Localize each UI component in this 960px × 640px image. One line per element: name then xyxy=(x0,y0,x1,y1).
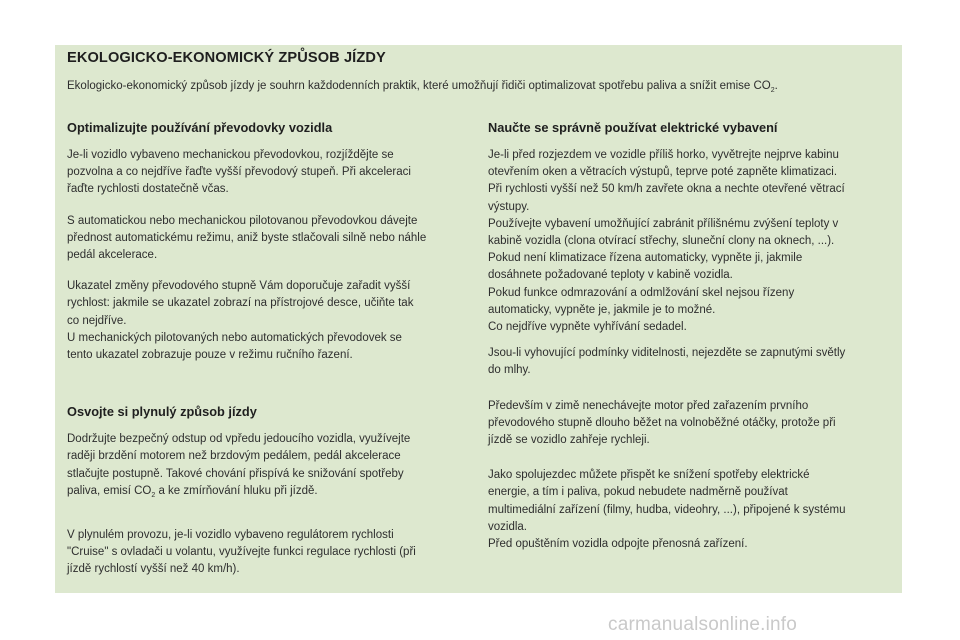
text-line: dosáhnete požadované teploty v kabině vozidla. xyxy=(488,269,733,282)
text-line: Je-li před rozjezdem ve vozidle příliš horko, vyvětrejte nejprve kabinu xyxy=(488,149,839,161)
intro-main: Ekologicko-ekonomický způsob jízdy je souhrn každodenních praktik, které umožňují řidiči optimalizovat spotřebu paliva a snížit emise CO xyxy=(67,80,771,92)
text-line: multimediální zařízení (filmy, hudba, videohry, ...), připojené k systému xyxy=(488,503,846,516)
text-line: Jsou-li vyhovující podmínky viditelnosti, nejezděte se zapnutými světly xyxy=(488,347,846,360)
left-column xyxy=(67,120,477,579)
text-line: "Cruise" s ovladači u volantu, využívejte funkci regulace rychlosti (při xyxy=(67,546,416,559)
electrical-paragraph-3 xyxy=(488,398,898,450)
text-line: U mechanických pilotovaných nebo automatických převodovek se xyxy=(67,331,402,344)
text-line: výstupy. xyxy=(488,200,530,213)
text-line: převodového stupně dlouho běžet na volnoběžné otáčky, protože při xyxy=(488,416,836,429)
text-line: co nejdříve. xyxy=(67,314,127,327)
text-line: Ukazatel změny převodového stupně Vám doporučuje zařadit vyšší xyxy=(67,280,411,293)
text-fragment: a ke zmírňování hluku při jízdě. xyxy=(155,484,318,497)
text-line: tento ukazatel zobrazuje pouze v režimu ručního řazení. xyxy=(67,349,353,362)
electrical-paragraph-2 xyxy=(488,345,898,379)
electrical-paragraph-4 xyxy=(488,467,898,553)
text-line: automaticky, vypněte je, jakmile je to možné. xyxy=(488,303,716,316)
text-line: pozvolna a co nejdříve řaďte vyšší převodový stupeň. Při akceleraci xyxy=(67,166,411,179)
text-line: Je-li vozidlo vybaveno mechanickou převodovkou, rozjíždějte se xyxy=(67,149,394,161)
text-line: přednost automatickému režimu, aniž byste stlačovali silně nebo náhle xyxy=(67,231,427,244)
intro-text xyxy=(67,80,778,94)
intro-subscript: 2 xyxy=(770,87,775,94)
right-column xyxy=(488,120,898,553)
text-line: Pokud není klimatizace řízena automaticky, vypněte ji, jakmile xyxy=(488,252,803,265)
smooth-driving-paragraph-2 xyxy=(67,527,477,579)
text-line: kabině vozidla (clona otvírací střechy, sluneční clony na oknech, ...). xyxy=(488,235,835,248)
section-heading-gearbox: Optimalizujte používání převodovky vozidla xyxy=(67,120,333,135)
text-line: Především v zimě nenechávejte motor před zařazením prvního xyxy=(488,399,809,412)
gearbox-paragraph-3 xyxy=(67,278,477,364)
text-line: Jako spolujezdec můžete přispět ke snížení spotřeby elektrické xyxy=(488,469,810,482)
electrical-paragraph-1 xyxy=(488,147,898,336)
text-fragment: paliva, emisí CO xyxy=(67,484,152,497)
text-line: Před opuštěním vozidla odpojte přenosná zařízení. xyxy=(488,538,748,551)
text-line: Dodržujte bezpečný odstup od vpředu jedoucího vozidla, využívejte xyxy=(67,433,411,446)
co2-subscript: 2 xyxy=(151,491,156,499)
text-line: jízdě rychlostí vyšší než 40 km/h). xyxy=(67,563,240,576)
text-line: S automatickou nebo mechanickou pilotovanou převodovkou dávejte xyxy=(67,214,418,227)
text-line: do mlhy. xyxy=(488,364,531,377)
section-heading-smooth-driving: Osvojte si plynulý způsob jízdy xyxy=(67,404,257,420)
text-line: jízdě se vozidlo zahřeje rychleji. xyxy=(488,434,650,447)
text-line: energie, a tím i paliva, pokud nebudete nadměrně používat xyxy=(488,486,788,499)
text-line: vozidla. xyxy=(488,520,527,533)
text-line: Pokud funkce odmrazování a odmlžování skel nejsou řízeny xyxy=(488,286,795,299)
text-line: otevřením oken a větracích výstupů, teprve poté zapněte klimatizaci. xyxy=(488,166,838,179)
text-line xyxy=(67,483,477,500)
text-line: V plynulém provozu, je-li vozidlo vybaveno regulátorem rychlosti xyxy=(67,529,394,542)
text-line: pedál akcelerace. xyxy=(67,249,158,262)
text-line: řaďte rychlosti dostatečně včas. xyxy=(67,183,229,196)
page-title: EKOLOGICKO-EKONOMICKÝ ZPŮSOB JÍZDY xyxy=(67,50,386,66)
text-line: Používejte vybavení umožňující zabránit přílišnému zvýšení teploty v xyxy=(488,217,839,230)
text-line: rychlost: jakmile se ukazatel zobrazí na přístrojové desce, učiňte tak xyxy=(67,297,414,310)
text-line: Při rychlosti vyšší než 50 km/h zavřete okna a nechte otevřené větrací xyxy=(488,183,845,196)
smooth-driving-paragraph-1 xyxy=(67,431,477,500)
intro-end: . xyxy=(774,80,778,92)
gearbox-paragraph-1 xyxy=(67,147,477,199)
text-line: Co nejdříve vypněte vyhřívání sedadel. xyxy=(488,321,687,334)
gearbox-paragraph-2 xyxy=(67,213,477,265)
text-line: stlačujte postupně. Takové chování přispívá ke snižování spotřeby xyxy=(67,467,404,480)
section-heading-electrical: Naučte se správně používat elektrické vybavení xyxy=(488,120,778,135)
text-line: raději brzdění motorem než brzdovým pedálem, pedál akcelerace xyxy=(67,450,401,463)
watermark: carmanualsonline.info xyxy=(608,614,798,635)
